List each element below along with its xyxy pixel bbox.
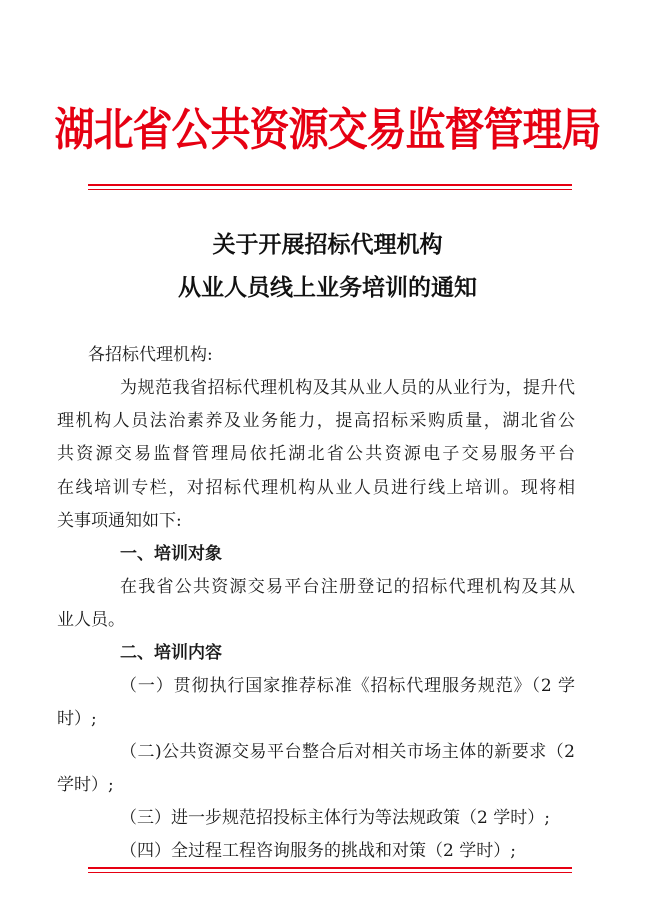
footer-divider-thin [88,872,572,873]
content-item-line: （一）贯彻执行国家推荐标准《招标代理服务规范》（2 学 [120,676,575,696]
salutation: 各招标代理机构: [88,345,213,365]
content-item-line: （四）全过程工程咨询服务的挑战和对策（2 学时）; [120,841,516,861]
section-1-line: 业人员。 [57,610,125,630]
content-item-line: （二)公共资源交易平台整合后对相关市场主体的新要求（2 [120,742,575,762]
footer-divider-thick [88,867,572,869]
section-1-line: 在我省公共资源交易平台注册登记的招标代理机构及其从 [120,577,575,597]
content-item-line: （三）进一步规范招投标主体行为等法规政策（2 学时）; [120,808,550,828]
header-divider-thick [88,184,572,186]
intro-line: 理机构人员法治素养及业务能力，提高招标采购质量，湖北省公 [57,411,575,431]
content-item-line: 时）; [57,709,97,729]
intro-line: 关事项通知如下: [57,511,182,531]
header-divider-thin [88,189,572,190]
document-title-line-2: 从业人员线上业务培训的通知 [178,274,477,301]
intro-line: 在线培训专栏，对招标代理机构从业人员进行线上培训。现将相 [57,478,575,498]
agency-header-title: 湖北省公共资源交易监督管理局 [54,103,601,157]
content-item-line: 学时）; [57,775,114,795]
section-2-heading: 二、培训内容 [120,643,222,663]
intro-line: 共资源交易监督管理局依托湖北省公共资源电子交易服务平台 [57,444,575,464]
section-1-heading: 一、培训对象 [120,544,222,564]
intro-line: 为规范我省招标代理机构及其从业人员的从业行为，提升代 [120,378,575,398]
document-title-line-1: 关于开展招标代理机构 [212,231,443,258]
